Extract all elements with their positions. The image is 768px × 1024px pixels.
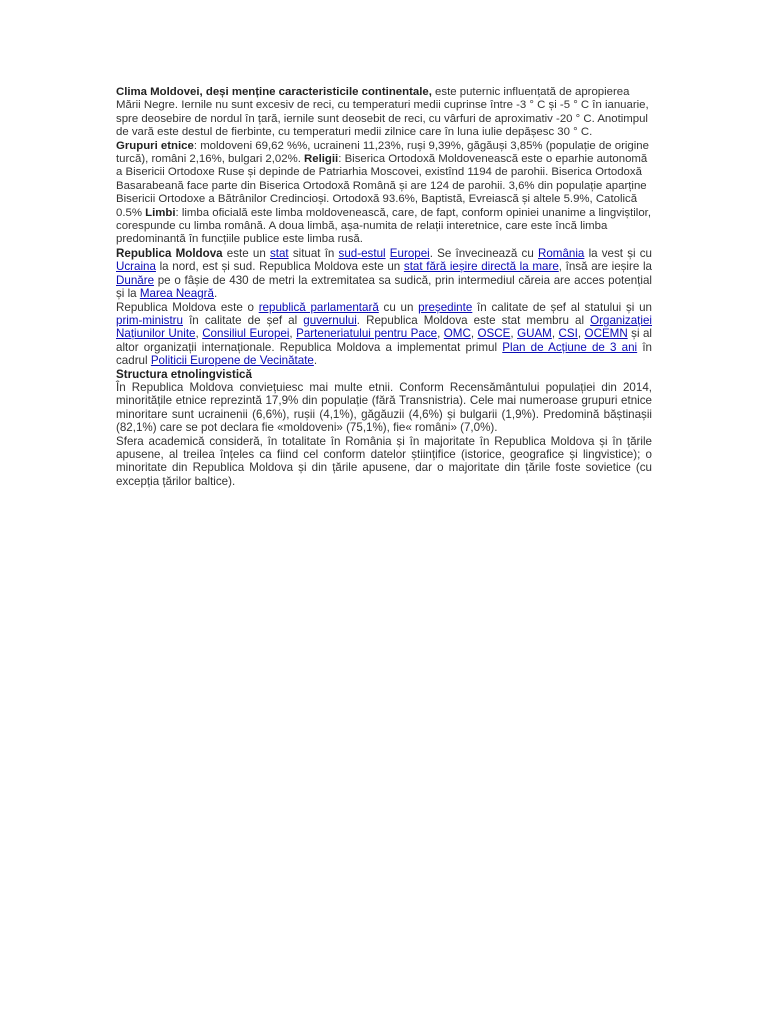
text-run: situat în [288,246,339,260]
text-run: , [510,327,518,341]
paragraph-politics [116,301,652,368]
link-consiliul-europei[interactable]: Consiliul Europei [202,327,290,341]
link-ucraina[interactable]: Ucraina [116,260,156,274]
link-romania[interactable]: România [537,246,585,260]
text-run: cu un [378,300,419,314]
languages-label: Limbi [145,206,176,219]
text-run: și al altor organizații internaționale. Republica Moldova a implementat primul [116,327,653,354]
text-run: pe o fâșie de 430 de metri la extremitatea sa sudică, prin intermediul căreia are acces potențial și la [116,273,652,301]
link-stat[interactable]: stat [269,246,289,260]
text-run: , [289,327,297,341]
paragraph-demographics [116,140,652,247]
climate-text: este puternic influențată de apropierea Mării Negre. Iernile nu sunt excesiv de reci, cu temperaturi medii cuprinse între -3 ° C și -5 ° C în ianuarie, spre deosebire de nordul în țară, iernile sunt deosebit de reci, cu vârfuri de aproximativ -20 ° C. Anotimpul de vară este destul de fierbinte, cu temperaturi medii zilnice care în luna iulie depășesc 30 ° C. [116,86,649,139]
text-run: la nord, est și sud. Republica Moldova este un [155,260,404,274]
link-guam[interactable]: GUAM [517,327,552,341]
paragraph-climate [116,86,652,140]
link-prim-ministru[interactable]: prim-ministru [116,313,183,327]
text-run: în calitate de șef al [183,313,304,327]
link-csi[interactable]: CSI [558,327,578,341]
link-presedinte[interactable]: președinte [418,300,473,314]
text-run: Republica Moldova este o [116,300,259,314]
link-guvernului[interactable]: guvernului [303,313,357,327]
link-marea-neagra[interactable]: Marea Neagră [139,287,214,301]
link-osce[interactable]: OSCE [477,327,511,341]
languages-text: : limba oficială este limba moldovenească, care, de fapt, conform opiniei unanime a lingviștilor, corespunde cu limba română. A doua limbă, așa-numita de relații interetnice, care este încă limba predominantă în funcțiile publice este limba rusă. [116,206,652,246]
religions-text: : Biserica Ortodoxă Moldovenească este o eparhie autonomă a Bisericii Ortodoxe Ruse și depinde de Patriarhia Moscovei, existînd 1194 de parohii. Biserica Ortodoxă Basarabeană face parte din Biserica Ortodoxă Română și are 124 de parohii. 3,6% din populație aparține Bisericii Ortodoxe a Bătrânilor Credincioși. Ortodoxă 93.6%, Baptistă, Evreiască și altele 5.9%, Catolică 0.5% [116,153,648,219]
text-run: . Se învecinează cu [429,246,538,260]
link-parteneriatul-pentru-pace[interactable]: Parteneriatului pentru Pace [296,327,438,341]
text-run: . [213,287,218,301]
link-omc[interactable]: OMC [443,327,471,341]
text-run: la vest și cu [584,246,652,260]
link-landlocked[interactable]: stat fără ieșire directă la mare [403,260,559,274]
link-europei[interactable]: Europei [389,246,430,260]
country-name: Republica Moldova [116,246,223,260]
document-body [116,86,652,488]
text-run: , [470,327,478,341]
link-dunare[interactable]: Dunăre [116,273,155,287]
text-run: , [195,327,203,341]
link-sud-estul[interactable]: sud-estul [338,246,386,260]
text-run: . [313,354,318,368]
link-onu[interactable]: Organizației Națiunilor Unite [116,313,652,341]
text-run: , [437,327,444,341]
link-plan-de-actiune[interactable]: Plan de Acțiune de 3 ani [502,340,638,354]
ethnic-groups-label: Grupuri etnice [116,139,194,152]
text-run: . Republica Moldova este stat membru al [356,313,591,327]
link-politici-europene[interactable]: Politicii Europene de Vecinătate [150,354,314,368]
paragraph-geography [116,247,652,301]
text-run: este un [222,246,270,260]
religions-label: Religii [304,153,339,166]
text-run: în cadrul [116,340,652,368]
text-run: , [577,327,585,341]
ethnic-groups-text: : moldoveni 69,62 %%, ucraineni 11,23%, ruși 9,39%, găgăuși 3,85% (populație de origine turcă), români 2,16%, bulgari 2,02%. [116,139,649,166]
paragraph-academic-view: Sfera academică consideră, în totalitate în România și în majoritate în Republica Moldova și în țările apusene, al treilea înțeles ca fiind cel conform datelor științifice (istorice, geografice și lingvistice); o minoritate din Republica Moldova și din țările apusene, dar o majoritate din țările foste sovietice (cu excepția țărilor baltice). [116,434,652,488]
paragraph-ethnic-structure: În Republica Moldova conviețuiesc mai multe etnii. Conform Recensământului populației din 2014, minoritățile etnice reprezintă 17,9% din populație (fără Transnistria). Cele mai numeroase grupuri etnice minoritare sunt ucrainenii (6,6%), rușii (4,1%), găgăuzii (4,6%) și bulgarii (1,9%). Predomină băștinașii (82,1%) care se pot declara fie «moldoveni» (75,1%), fie« români» (7,0%). [116,380,652,435]
text-run: , însă are ieșire la [558,260,652,274]
climate-lead: Clima Moldovei, deși menține caracteristicile continentale, [116,86,432,98]
link-republica-parlamentara[interactable]: republică parlamentară [258,300,379,314]
link-ocemn[interactable]: OCEMN [584,327,628,341]
text-run: în calitate de șef al statului și un [472,300,652,314]
text-run: , [551,327,559,341]
section-heading: Structura etnolingvistică [116,367,252,381]
